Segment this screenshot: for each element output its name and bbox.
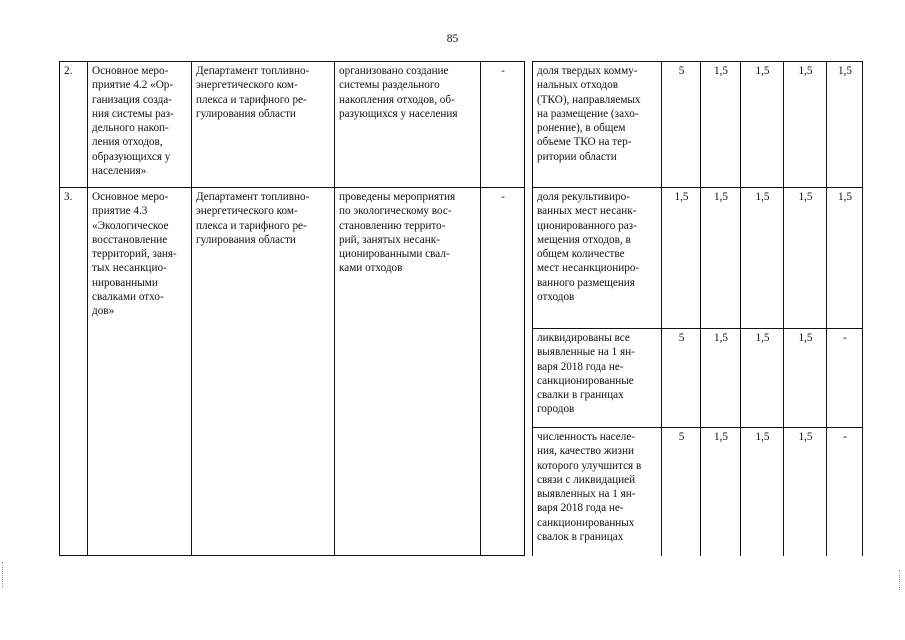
indicator-text: доля рекультивиро- ванных мест несанк- ционированного раз- мещения отходов, в общем количестве мест несанкциониро- ванного размещения отходов [533, 188, 662, 329]
scan-edge-marks [2, 562, 5, 588]
indicator-value: - [827, 428, 863, 556]
indicator-text: ликвидированы все выявленные на 1 ян- варя 2018 года не- санкционированные свалки в границах городов [533, 329, 662, 428]
indicator-value: 1,5 [784, 428, 827, 556]
page-number: 85 [446, 33, 459, 45]
expected-result: проведены мероприятия по экологическому вос- становлению террито- рий, занятых несанк- ционированными свал- ками отходов [335, 188, 481, 556]
indicator-value: 5 [662, 329, 701, 428]
program-table [59, 61, 863, 556]
indicator-text: численность населе- ния, качество жизни которого улучшится в связи с ликвидацией выявленных на 1 ян- варя 2018 года не- санкционированных свалок в границах [533, 428, 662, 556]
scan-edge-marks [899, 570, 902, 590]
indicator-text: доля твердых комму- нальных отходов (ТКО), направляемых на размещение (захо- ронение), в общем объеме ТКО на тер- ритории области [533, 62, 662, 188]
row-number: 3. [60, 188, 88, 556]
indicator-value: 5 [662, 62, 701, 188]
executor: Департамент топливно- энергетического ком- плекса и тарифного ре- гулирования области [192, 188, 335, 556]
event-name: Основное меро- приятие 4.2 «Ор- ганизация созда- ния системы раз- дельного накоп- ления отходов, образующихся у населения» [88, 62, 192, 188]
column-gap [525, 188, 533, 556]
indicator-value: 1,5 [784, 188, 827, 329]
expected-result: организовано создание системы раздельного накопления отходов, об- разующихся у населения [335, 62, 481, 188]
event-name: Основное меро- приятие 4.3 «Экологическое восстановление территорий, заня- тых несанкцио- нированными свалками отхо- дов» [88, 188, 192, 556]
indicator-value: 1,5 [741, 188, 784, 329]
indicator-value: - [827, 329, 863, 428]
indicator-value: 1,5 [701, 188, 741, 329]
indicator-value: 1,5 [662, 188, 701, 329]
row-number: 2. [60, 62, 88, 188]
dash-cell: - [481, 188, 525, 556]
indicator-value: 1,5 [741, 428, 784, 556]
indicator-value: 1,5 [827, 62, 863, 188]
indicator-value: 1,5 [701, 428, 741, 556]
indicator-value: 1,5 [784, 329, 827, 428]
indicator-value: 1,5 [701, 62, 741, 188]
table-row [60, 62, 863, 188]
indicator-value: 1,5 [827, 188, 863, 329]
indicator-value: 5 [662, 428, 701, 556]
indicator-value: 1,5 [741, 329, 784, 428]
dash-cell: - [481, 62, 525, 188]
indicator-value: 1,5 [701, 329, 741, 428]
column-gap [525, 62, 533, 188]
indicator-value: 1,5 [784, 62, 827, 188]
indicator-value: 1,5 [741, 62, 784, 188]
executor: Департамент топливно- энергетического ком- плекса и тарифного ре- гулирования области [192, 62, 335, 188]
table-row [60, 188, 863, 329]
